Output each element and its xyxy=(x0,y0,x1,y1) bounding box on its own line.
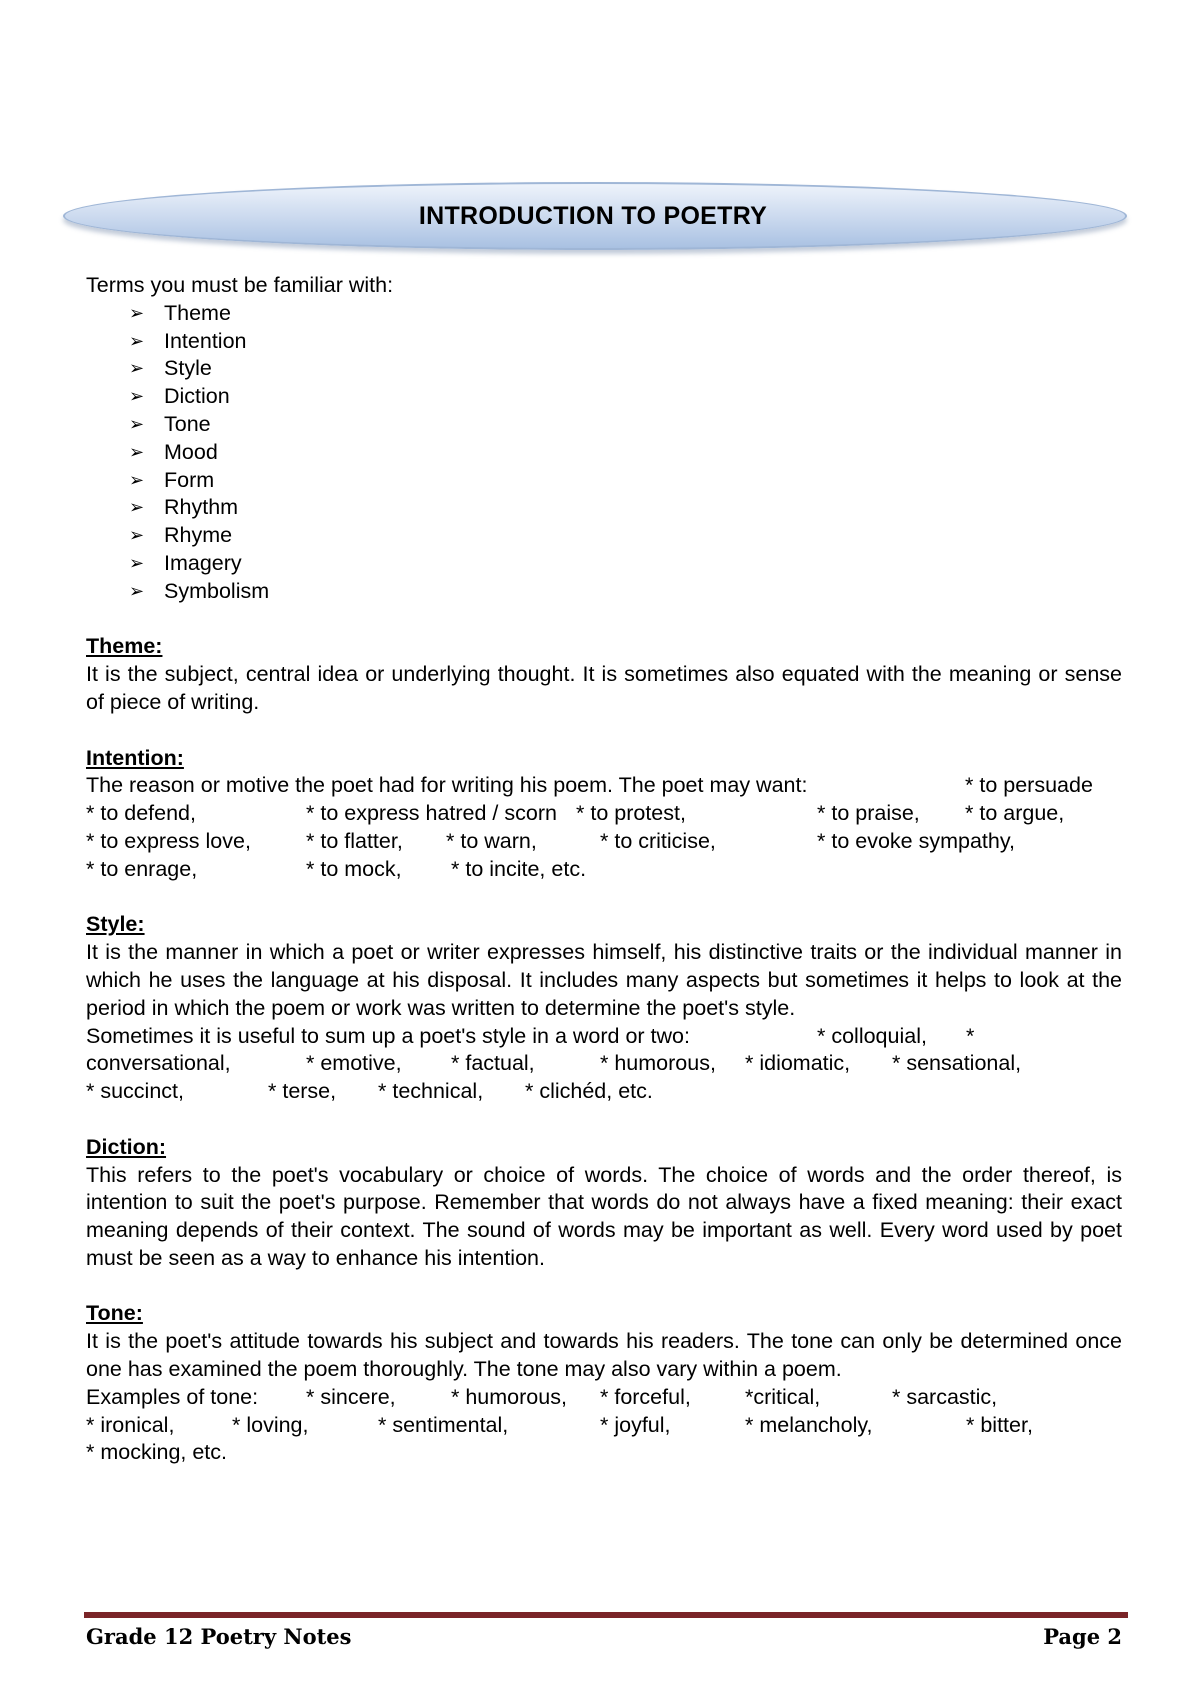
list-item: ➢ Form xyxy=(129,467,1122,495)
arrow-bullet-icon: ➢ xyxy=(129,386,145,407)
intention-item: * to express hatred / scorn xyxy=(306,801,557,826)
list-item: ➢ Rhyme xyxy=(129,522,1122,550)
intention-item: * to flatter, xyxy=(306,828,403,853)
arrow-bullet-icon: ➢ xyxy=(129,497,145,518)
intention-item: * to protest, xyxy=(576,801,686,826)
intention-line: The reason or motive the poet had for writing his poem. The poet may want: xyxy=(86,773,808,798)
tone-heading: Tone: xyxy=(86,1301,143,1326)
arrow-bullet-icon: ➢ xyxy=(129,358,145,379)
style-item: * colloquial, xyxy=(817,1023,927,1048)
intention-item: * to mock, xyxy=(306,856,402,881)
theme-heading: Theme: xyxy=(86,634,163,659)
tone-examples-label: Examples of tone: xyxy=(86,1384,259,1409)
intention-row-2 xyxy=(86,800,1122,828)
style-item: * terse, xyxy=(268,1079,337,1104)
style-item: * technical, xyxy=(378,1079,484,1104)
intention-item: * to persuade xyxy=(965,773,1093,798)
intention-item: * to express love, xyxy=(86,828,251,853)
tone-item: * mocking, etc. xyxy=(86,1440,227,1465)
arrow-bullet-icon: ➢ xyxy=(129,469,145,490)
tone-item: * forceful, xyxy=(600,1384,691,1409)
terms-list xyxy=(86,300,1122,606)
footer-title: Grade 12 Poetry Notes xyxy=(86,1624,352,1649)
list-item: ➢ Tone xyxy=(129,411,1122,439)
list-item: ➢ Mood xyxy=(129,439,1122,467)
list-item: ➢ Diction xyxy=(129,383,1122,411)
theme-text: It is the subject, central idea or underlying thought. It is sometimes also equated with the meaning or sense of piece of writing. xyxy=(86,662,1122,714)
style-heading: Style: xyxy=(86,912,145,937)
intention-item: * to praise, xyxy=(817,801,920,826)
list-item: ➢ Intention xyxy=(129,328,1122,356)
style-item: * humorous, xyxy=(600,1051,716,1076)
style-item: * factual, xyxy=(451,1051,535,1076)
intention-item: * to evoke sympathy, xyxy=(817,828,1015,853)
arrow-bullet-icon: ➢ xyxy=(129,413,145,434)
style-row-3 xyxy=(86,1078,1122,1106)
tone-row-1 xyxy=(86,1384,1122,1412)
intention-item: * to enrage, xyxy=(86,856,198,881)
list-item: ➢ Imagery xyxy=(129,550,1122,578)
intention-item: * to incite, etc. xyxy=(451,856,587,881)
intention-row-1 xyxy=(86,772,1122,800)
arrow-bullet-icon: ➢ xyxy=(129,330,145,351)
style-line: Sometimes it is useful to sum up a poet's style in a word or two: xyxy=(86,1023,690,1048)
tone-item: * sentimental, xyxy=(378,1412,509,1437)
list-item: ➢ Rhythm xyxy=(129,494,1122,522)
list-item: ➢ Theme xyxy=(129,300,1122,328)
tone-item: * humorous, xyxy=(451,1384,567,1409)
tone-item: * bitter, xyxy=(966,1412,1033,1437)
page-number: Page 2 xyxy=(1043,1624,1122,1649)
intention-row-4 xyxy=(86,856,1122,884)
tone-item: * joyful, xyxy=(600,1412,671,1437)
tone-item: *critical, xyxy=(745,1384,821,1409)
style-row-1 xyxy=(86,1023,1122,1051)
tone-item: * sincere, xyxy=(306,1384,396,1409)
style-text: It is the manner in which a poet or writer expresses himself, his distinctive traits or the individual manner in which he uses the language at his disposal. It includes many aspects but sometimes it helps to look at the period in which the poem or work was written to determine the poet's style. xyxy=(86,940,1122,1020)
style-item: * xyxy=(966,1023,975,1048)
list-item: ➢ Symbolism xyxy=(129,578,1122,606)
intention-item: * to warn, xyxy=(446,828,537,853)
style-item: * clichéd, etc. xyxy=(525,1079,653,1104)
style-item: conversational, xyxy=(86,1051,231,1076)
tone-item: * loving, xyxy=(232,1412,309,1437)
tone-text: It is the poet's attitude towards his subject and towards his readers. The tone can only be determined once one has examined the poem thoroughly. The tone may also vary within a poem. xyxy=(86,1329,1122,1382)
intention-item: * to argue, xyxy=(965,801,1065,826)
diction-text: This refers to the poet's vocabulary or choice of words. The choice of words and the order thereof, is intention to suit the poet's purpose. Remember that words do not always have a fixed meaning: their exact meaning depends of their context. The sound of words may be important as well. Every word used by poet must be seen as a way to enhance his intention. xyxy=(86,1162,1122,1270)
tone-row-2 xyxy=(86,1412,1122,1440)
style-item: * idiomatic, xyxy=(745,1051,851,1076)
intention-item: * to criticise, xyxy=(600,828,716,853)
footer-divider xyxy=(84,1612,1128,1618)
style-row-2 xyxy=(86,1050,1122,1078)
style-item: * succinct, xyxy=(86,1079,184,1104)
intention-row-3 xyxy=(86,828,1122,856)
intention-item: * to defend, xyxy=(86,801,196,826)
arrow-bullet-icon: ➢ xyxy=(129,525,145,546)
list-item: ➢ Style xyxy=(129,355,1122,383)
style-item: * sensational, xyxy=(892,1051,1022,1076)
tone-row-3 xyxy=(86,1439,1122,1467)
intention-heading: Intention: xyxy=(86,745,184,770)
document-body xyxy=(86,272,1122,1467)
tone-item: * sarcastic, xyxy=(892,1384,998,1409)
arrow-bullet-icon: ➢ xyxy=(129,441,145,462)
arrow-bullet-icon: ➢ xyxy=(129,302,145,323)
diction-heading: Diction: xyxy=(86,1134,167,1159)
arrow-bullet-icon: ➢ xyxy=(129,552,145,573)
arrow-bullet-icon: ➢ xyxy=(129,580,145,601)
tone-item: * melancholy, xyxy=(745,1412,873,1437)
page-title: INTRODUCTION TO POETRY xyxy=(418,202,768,230)
style-item: * emotive, xyxy=(306,1051,402,1076)
intro-text: Terms you must be familiar with: xyxy=(86,273,394,297)
tone-item: * ironical, xyxy=(86,1412,175,1437)
